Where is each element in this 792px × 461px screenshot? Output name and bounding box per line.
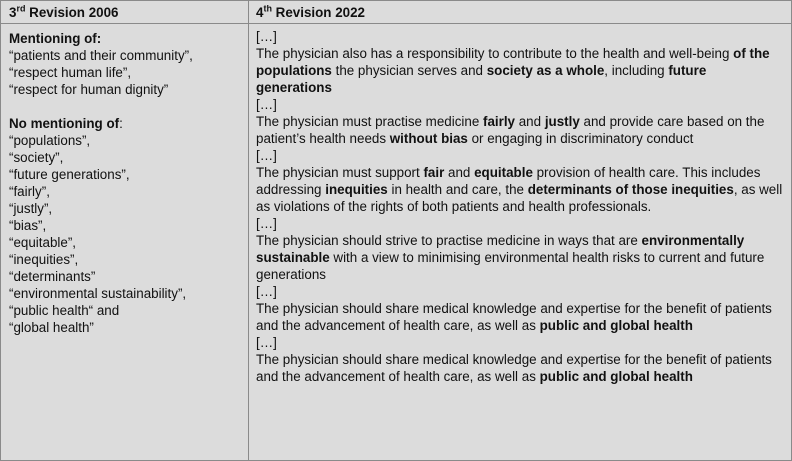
p3-text: , as well as violations of the rights of both patients and health professionals.: [256, 182, 783, 214]
header-left-suffix: rd: [16, 3, 26, 14]
list-item: “inequities”,: [9, 252, 79, 267]
p4-text: with a view to minimising environmental health risks to current and future generations: [256, 250, 765, 282]
p6-bold: public and global health: [539, 369, 693, 384]
p3-text: provision of health care. This includes addressing: [256, 165, 761, 197]
p1-bold: future generations: [256, 63, 707, 95]
list-item: “populations”,: [9, 133, 91, 148]
list-item: “public health“ and: [9, 303, 120, 318]
p1-text: the physician serves and: [331, 63, 487, 78]
p3-text: in health and care, the: [387, 182, 528, 197]
p1-bold: of the populations: [256, 46, 770, 78]
p1-bold: society as a whole: [486, 63, 605, 78]
p3-bold: fair: [423, 165, 445, 180]
ellipsis: […]: [256, 29, 277, 44]
p5-bold: public and global health: [539, 318, 693, 333]
p2-text: and: [515, 114, 545, 129]
no-mentioning-heading: [9, 115, 248, 132]
left-cell: [1, 24, 249, 460]
header-right-text: Revision 2022: [271, 5, 365, 20]
header-3rd-revision: [1, 1, 249, 23]
header-left-text: Revision 2006: [25, 5, 119, 20]
list-item: “respect for human dignity”: [9, 82, 169, 97]
p6-text: The physician should share medical knowledge and expertise for the benefit of patients and the advancement of health care, as well as: [256, 352, 772, 384]
list-item: “global health”: [9, 320, 94, 335]
right-cell: [249, 24, 791, 460]
p3-bold: inequities: [325, 182, 388, 197]
paragraph-equity: [256, 164, 785, 215]
p3-text: The physician must support: [256, 165, 424, 180]
paragraph-fairness: [256, 113, 785, 147]
list-item: “future generations”,: [9, 167, 130, 182]
paragraph-sustainability: [256, 232, 785, 283]
spacer: [9, 98, 248, 115]
list-item: “equitable”,: [9, 235, 76, 250]
p3-bold: determinants of those inequities: [527, 182, 734, 197]
list-item: “justly”,: [9, 201, 53, 216]
list-item: “bias”,: [9, 218, 47, 233]
header-4th-revision: [249, 1, 791, 23]
paragraph-responsibility: [256, 45, 785, 96]
p2-text: The physician must practise medicine: [256, 114, 483, 129]
p2-bold: justly: [544, 114, 580, 129]
list-item: “fairly”,: [9, 184, 50, 199]
p4-text: The physician should strive to practise medicine in ways that are: [256, 233, 642, 248]
list-item: “patients and their community”,: [9, 48, 193, 63]
p2-bold: fairly: [483, 114, 516, 129]
p4-bold: environmentally sustainable: [256, 233, 745, 265]
p3-text: and: [444, 165, 475, 180]
p3-bold: equitable: [474, 165, 533, 180]
list-item: “environmental sustainability”,: [9, 286, 187, 301]
p5-text: The physician should share medical knowledge and expertise for the benefit of patients and the advancement of health care, as well as: [256, 301, 772, 333]
list-item: “determinants”: [9, 269, 96, 284]
list-item: “respect human life”,: [9, 65, 132, 80]
p1-text: The physician also has a responsibility to contribute to the health and well-being: [256, 46, 734, 61]
header-right-ordinal: 4: [256, 5, 264, 20]
header-left-ordinal: 3: [9, 5, 17, 20]
header-row: [1, 1, 791, 24]
ellipsis: […]: [256, 335, 277, 350]
p2-text: or engaging in discriminatory conduct: [467, 131, 694, 146]
paragraph-knowledge: [256, 300, 785, 334]
p2-bold: without bias: [389, 131, 468, 146]
ellipsis: […]: [256, 97, 277, 112]
header-right-suffix: th: [263, 3, 272, 14]
paragraph-knowledge-repeat: [256, 351, 785, 385]
ellipsis: […]: [256, 216, 277, 231]
body-row: [1, 24, 791, 460]
no-mentioning-label: No mentioning of: [9, 116, 120, 131]
no-mentioning-colon: :: [119, 116, 123, 131]
mentioning-heading: Mentioning of:: [9, 31, 102, 46]
p1-text: , including: [604, 63, 669, 78]
list-item: “society”,: [9, 150, 64, 165]
ellipsis: […]: [256, 284, 277, 299]
ellipsis: […]: [256, 148, 277, 163]
p2-text: and provide care based on the patient’s health needs: [256, 114, 765, 146]
